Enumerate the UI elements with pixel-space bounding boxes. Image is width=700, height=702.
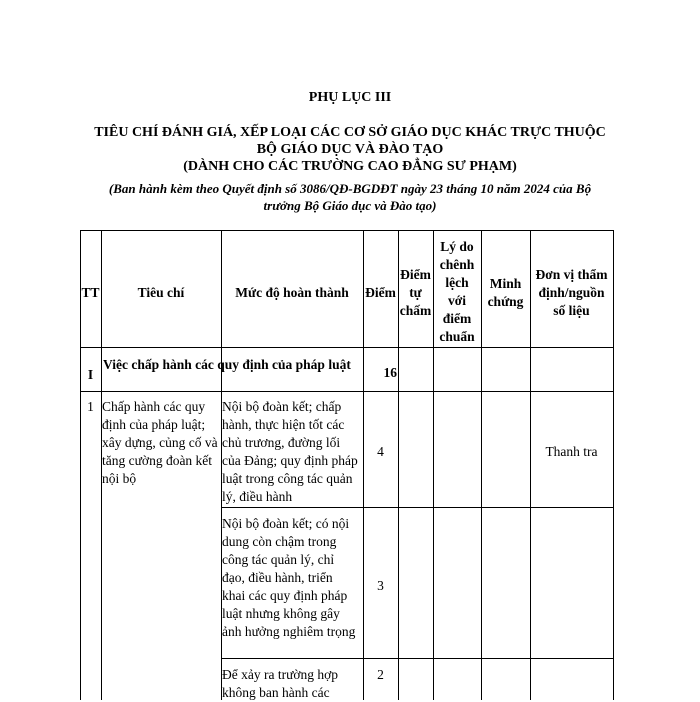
issuance-note-line-1: (Ban hành kèm theo Quyết định số 3086/QĐ-BGDĐT ngày 23 tháng 10 năm 2024 của Bộ — [108, 181, 592, 196]
header-tt: TT — [81, 285, 100, 300]
issuance-note — [0, 180, 700, 214]
level-1-text: Nội bộ đoàn kết; chấp hành, thực hiện tốt các chủ trương, đường lối của Đảng; quy định pháp luật trong công tác quản lý, điều hành — [222, 399, 358, 504]
level-3-text: Để xảy ra trường hợp không ban hành các — [222, 667, 339, 700]
row-border — [80, 347, 614, 348]
appraisal-unit: Thanh tra — [545, 444, 598, 459]
issuance-note-line-2: trưởng Bộ Giáo dục và Đào tạo) — [263, 198, 437, 213]
section-title: Việc chấp hành các quy định của pháp luật — [103, 357, 351, 372]
level-2-text: Nội bộ đoàn kết; có nội dung còn chậm trong công tác quản lý, chỉ đạo, điều hành, triển khai các quy định pháp luật nhưng không gây ảnh hưởng nghiêm trọng — [222, 516, 356, 639]
header-self-score: Điểm tự chấm — [399, 267, 432, 318]
level-3-score: 2 — [377, 667, 384, 682]
document-subtitle — [0, 124, 700, 175]
row-border — [80, 230, 614, 231]
level-1-score: 4 — [377, 444, 384, 459]
row-border — [80, 391, 614, 392]
section-score: 16 — [383, 365, 397, 380]
header-completion-level: Mức độ hoàn thành — [235, 285, 349, 300]
subtitle-line-3: (DÀNH CHO CÁC TRƯỜNG CAO ĐẲNG SƯ PHẠM) — [183, 159, 517, 174]
header-criteria: Tiêu chí — [137, 285, 185, 300]
subtitle-line-2: BỘ GIÁO DỤC VÀ ĐÀO TẠO — [256, 142, 444, 157]
header-difference-reason: Lý do chênh lệch với điểm chuẩn — [439, 239, 475, 344]
row-border — [221, 507, 614, 508]
document-title: PHỤ LỤC III — [308, 90, 392, 105]
header-score: Điểm — [365, 285, 396, 300]
row-border — [221, 658, 614, 659]
section-number: I — [87, 367, 94, 382]
row-number: 1 — [87, 399, 94, 414]
header-appraisal-unit: Đơn vị thẩm định/nguồn số liệu — [535, 267, 608, 318]
criterion-text: Chấp hành các quy định của pháp luật; xây dựng, củng cố và tăng cường đoàn kết nội bộ — [102, 399, 218, 486]
level-2-score: 3 — [377, 578, 384, 593]
header-evidence: Minh chứng — [487, 276, 524, 309]
subtitle-line-1: TIÊU CHÍ ĐÁNH GIÁ, XẾP LOẠI CÁC CƠ SỞ GIÁO DỤC KHÁC TRỰC THUỘC — [94, 125, 606, 140]
col-border — [613, 230, 614, 700]
